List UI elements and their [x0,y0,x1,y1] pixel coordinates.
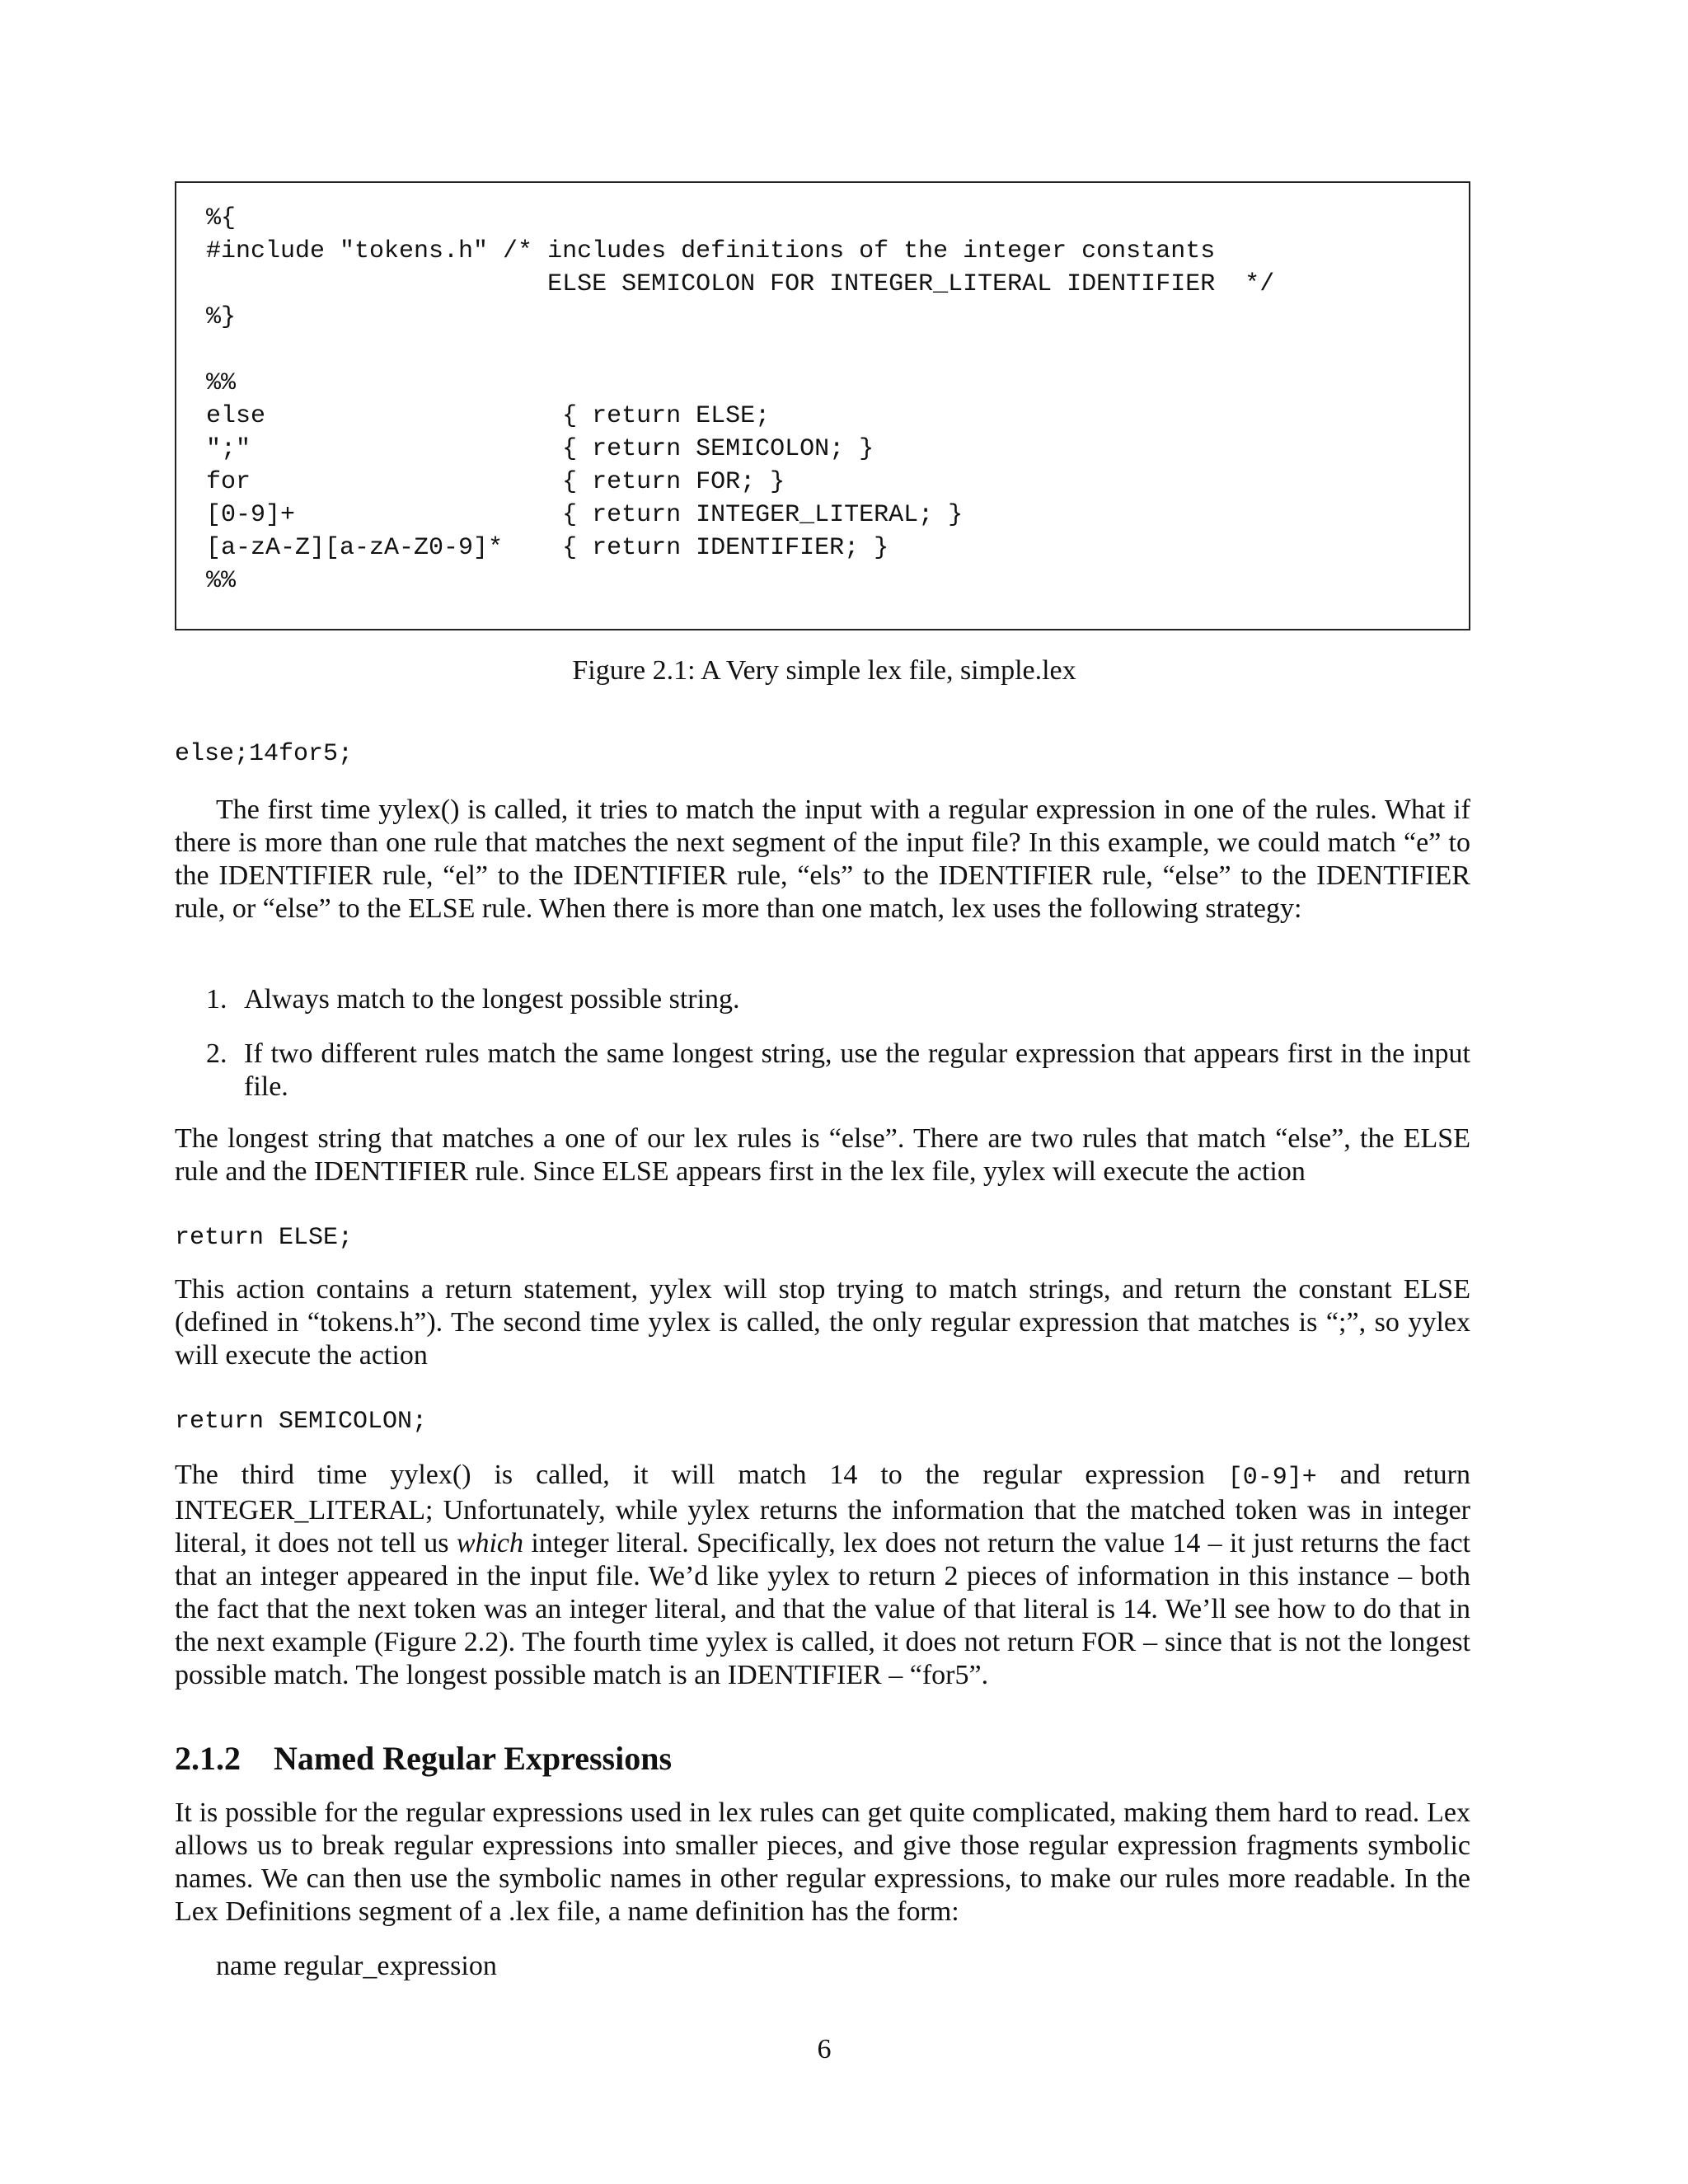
paragraph-4-part-b: and return INTEGER_LITERAL; Unfortunately, while yylex returns the information that the matched token was in integer literal, it does not tell us [175,1460,1470,1558]
strategy-list [175,983,1470,1125]
list-item-number: 2. [206,1038,227,1069]
code-line: for { return FOR; } [206,468,785,496]
page-number: 6 [817,2034,832,2064]
code-return-semicolon: return SEMICOLON; [175,1408,428,1436]
code-line: [a-zA-Z][a-zA-Z0-9]* { return IDENTIFIER; } [206,534,889,562]
code-line: #include "tokens.h" /* includes definitions of the integer constants [206,237,1216,265]
inline-code-regex: [0-9]+ [1227,1464,1317,1492]
code-line: ELSE SEMICOLON FOR INTEGER_LITERAL IDENTIFIER */ [206,270,1275,298]
list-item-text: If two different rules match the same longest string, use the regular expression that appears first in the input file. [244,1038,1470,1102]
figure-code-listing [206,202,1274,598]
code-return-else: return ELSE; [175,1224,354,1252]
section-body: It is possible for the regular expressions used in lex rules can get quite complicated, making them hard to read. Lex allows us to break regular expressions into smaller pieces, and give those regular expression fragments symbolic names. We can then use the symbolic names in other regular expressions, to make our rules more readable. In the Lex Definitions segment of a .lex file, a name definition has the form: [175,1797,1470,1927]
paragraph-1: The first time yylex() is called, it tries to match the input with a regular expression in one of the rules. What if there is more than one rule that matches the next segment of the input file? In this example, we could match “e” to the IDENTIFIER rule, “el” to the IDENTIFIER rule, “els” to the IDENTIFIER rule, “else” to the IDENTIFIER rule, or “else” to the ELSE rule. When there is more than one match, lex uses the following strategy: [175,794,1470,924]
code-line: %% [206,567,237,595]
paragraph-2: The longest string that matches a one of our lex rules is “else”. There are two rules that match “else”, the ELSE rule and the IDENTIFIER rule. Since ELSE appears first in the lex file, yylex will execute the action [175,1123,1470,1187]
list-item-text: Always match to the longest possible string. [244,984,740,1015]
paragraph-4 [175,1459,1470,1692]
code-line: %% [206,369,237,397]
section-title: Named Regular Expressions [274,1740,673,1777]
input-example: else;14for5; [175,740,354,768]
section-heading [175,1739,672,1778]
list-item-number: 1. [206,984,227,1015]
code-line: [0-9]+ { return INTEGER_LITERAL; } [206,501,964,529]
paragraph-4-part-c: integer literal. Specifically, lex does not return the value 14 – it just returns the fact that an integer appeared in the input file. We’d like yylex to return 2 pieces of information in this instance – both the fact that the next token was an integer literal, and that the value of that literal is 14. We’ll see how to do that in the next example (Figure 2.2). The fourth time yylex is called, it does not return FOR – since that is not the longest possible match. The longest possible match is an IDENTIFIER – “for5”. [175,1528,1470,1690]
emphasis-which: which [456,1528,524,1558]
name-definition-form: name regular_expression [216,1951,497,1981]
paragraph-3: This action contains a return statement, yylex will stop trying to match strings, and return the constant ELSE (defined in “tokens.h”). The second time yylex is called, the only regular expression that matches is “;”, so yylex will execute the action [175,1274,1470,1371]
code-line: %} [206,303,237,331]
section-number: 2.1.2 [175,1740,241,1777]
code-line: else { return ELSE; [206,402,771,430]
list-item [175,983,1470,1016]
code-line: ";" { return SEMICOLON; } [206,435,874,463]
code-line: %{ [206,204,237,232]
list-item [175,1038,1470,1104]
figure-caption: Figure 2.1: A Very simple lex file, simple.lex [572,655,1076,686]
paragraph-4-part-a: The third time yylex() is called, it will match 14 to the regular expression [175,1460,1228,1490]
